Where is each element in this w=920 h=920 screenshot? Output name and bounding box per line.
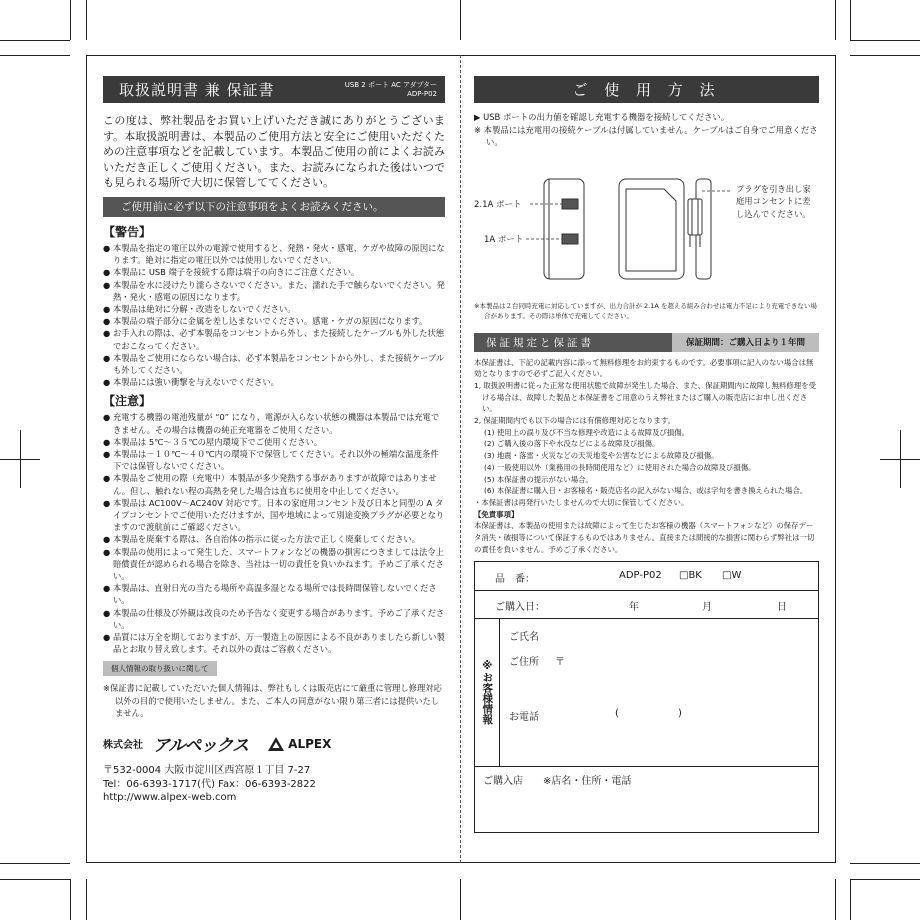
crop-mark xyxy=(0,879,70,880)
manual-title: 取扱説明書 兼 保証書 xyxy=(119,81,275,99)
store-label: ご購入店 xyxy=(483,776,523,788)
warning-heading: 【警告】 xyxy=(103,224,152,239)
company-block xyxy=(103,731,445,756)
customer-info-row xyxy=(475,618,818,767)
crop-mark xyxy=(0,55,70,56)
purchase-date-row xyxy=(475,590,818,619)
crop-mark xyxy=(850,55,920,56)
name-label: ご氏名 xyxy=(509,632,539,644)
caution-item: ● 本製品は 5℃〜３５℃の屋内環境下でご使用ください。 xyxy=(103,436,445,448)
reissue-note: ・本保証書は再発行いたしませんので大切に保管してください。 xyxy=(474,497,689,507)
year-label: 年 xyxy=(629,602,639,614)
product-type: USB 2 ポート AC アダプター xyxy=(344,80,437,89)
manual-title-bar xyxy=(103,76,445,103)
product-subtitle xyxy=(345,81,437,99)
usage-title: ご 使 用 方 法 xyxy=(572,81,721,99)
caution-item: ● 品質には万全を期しておりますが、万一製造上の原因による不良がありましたら新しい製品とお取り替え致します。それ以外の責はご容赦ください。 xyxy=(103,631,445,655)
port-label-2-1a: 2.1A ポート xyxy=(474,199,522,210)
crop-mark xyxy=(0,863,70,864)
phone-label: お電話 xyxy=(509,712,539,724)
crop-mark xyxy=(20,430,21,488)
warranty-clause: 2, 保証期間内でも以下の場合には有償修理対応となります。 xyxy=(474,416,675,426)
warning-item: ● 本製品には強い衝撃を与えないでください。 xyxy=(103,376,445,388)
warning-item: ● 本製品をご使用にならない場合は、必ず本製品をコンセントから外し、また接続ケーブルも外してください。 xyxy=(103,352,445,376)
phone-paren-close: ) xyxy=(678,708,682,720)
intro-text: この度は、弊社製品をお買い上げいただき誠にありがとうございます。本取扱説明書は、本製品のご使用方法と安全にご使用いただくための注意事項などを記載しています。本製品ご使用の前によくお読みいただき正しくご使用ください。また、お読みになられた後はいつでも見られる場所で大切に保管しててください。 xyxy=(103,114,445,190)
phone-paren-open: ( xyxy=(615,708,619,720)
company-phone: Tel：06-6393-1717(代) Fax：06-6393-2822 xyxy=(103,778,316,790)
caution-item: ● 本製品の仕様及び外観は改良のため予告なく変更する場合があります。予めご了承ください。 xyxy=(103,607,445,631)
crop-mark xyxy=(900,430,901,488)
warning-item: ● 本製品は絶対に分解・改造をしないでください。 xyxy=(103,303,445,315)
company-logo: アルペックス xyxy=(153,736,249,757)
product-model: ADP-P02 xyxy=(407,89,437,98)
crop-mark xyxy=(835,0,836,40)
crop-mark xyxy=(850,879,920,880)
color-option-bk[interactable]: □BK xyxy=(679,570,702,582)
store-note: ※店名・住所・電話 xyxy=(543,776,632,788)
warranty-condition: (1) 使用上の誤り及び不当な修理や改造による故障及び損傷。 xyxy=(484,427,689,437)
crop-mark xyxy=(460,0,461,40)
caution-heading: 【注意】 xyxy=(103,394,152,409)
usage-column xyxy=(474,76,819,833)
privacy-text: ※保証書に記載していただいた個人情報は、弊社もしくは販売店にて厳重に管理し修理対応以外の目的で使用いたしません。また、ご本人の同意がない限り第三者には提供いたしません。 xyxy=(103,683,442,718)
usage-instructions xyxy=(474,111,819,149)
caution-list xyxy=(103,411,445,655)
product-label: 品 番： xyxy=(495,574,535,586)
company-address: 〒532-0004 大阪市淀川区西宮原１丁目 7-27 xyxy=(103,765,311,777)
privacy-tag: 個人情報の取り扱いに関して xyxy=(103,661,217,676)
plug-instruction: プラグを引き出し家庭用コンセントに差し込んでください。 xyxy=(736,183,811,219)
usage-title-bar xyxy=(474,76,819,103)
brand-logo xyxy=(268,737,331,751)
address-label: ご住所 xyxy=(509,657,539,669)
crop-mark xyxy=(850,863,920,864)
usage-step: ▶ USB ポートの出力値を確認し充電する機器を接続してください。 xyxy=(474,112,730,122)
alpex-mark-icon xyxy=(268,737,284,751)
warranty-condition: (4) 一般使用以外（業務用の長時間使用など）に使用された場合の故障及び損傷。 xyxy=(484,462,756,472)
product-diagram xyxy=(474,177,819,287)
warning-item: ● 本製品に USB 端子を接続する際は端子の向きにご注意ください。 xyxy=(103,266,445,278)
warranty-condition: (2) ご購入後の落下や水没などによる故障及び損傷。 xyxy=(484,439,660,449)
caution-item: ● 本製品は－１０℃〜４０℃内の環境下で保管してください。それ以外の極端な温度条件下では保管しないでください。 xyxy=(103,448,445,472)
warranty-condition: (5) 本保証書の提示がない場合。 xyxy=(484,474,593,484)
warning-item: ● 本製品の端子部分に金属を差し込まないでください。感電・ケガの原因になります。 xyxy=(103,315,445,327)
disclaimer-text: 本保証書は、本製品の使用または故障によって生じたお客様の機器（スマートフォンなど）の保存データ消失・破損等について保証するものではありません。直接または間接的な損害に関わらず弊社は一切の責任を負いません。予めご了承ください。 xyxy=(474,521,815,554)
warranty-condition: (3) 地震・落雷・火災などの天災地変や公害などによる故障及び損傷。 xyxy=(484,451,719,461)
warranty-title: 保証規定と保証書 xyxy=(474,333,672,352)
warranty-condition: (6) 本保証書に購入日・お客様名・販売店名の記入がない場合、或は字句を書き換えられた場合。 xyxy=(484,486,808,496)
crop-mark xyxy=(0,40,70,41)
crop-mark xyxy=(70,879,71,920)
warning-item: ● お手入れの際は、必ず本製品をコンセントから外し、また接続したケーブルも外した状態でおこなってください。 xyxy=(103,327,445,351)
notice-bar: ご使用前に必ず以下の注意事項をよくお読みください。 xyxy=(103,197,445,217)
warranty-period: 保証期間：ご購入日より１年間 xyxy=(672,333,819,352)
contact-info xyxy=(103,764,445,805)
customer-info-text: ※お客様情報 xyxy=(481,660,494,725)
crop-mark xyxy=(460,879,461,920)
caution-item: ● 本製品は AC100V〜AC240V 対応です。日本の家庭用コンセント及び日本と同型の A タイプコンセントでご使用いただけますが、国や地域によって別途変換プラグが必要となりますので渡航前にご確認ください。 xyxy=(103,497,445,534)
warranty-header xyxy=(474,333,819,352)
crop-mark xyxy=(835,879,836,920)
crop-mark xyxy=(70,0,71,40)
product-value: ADP-P02 xyxy=(619,570,662,582)
fold-line xyxy=(460,55,461,863)
crop-mark xyxy=(850,879,851,920)
color-option-w[interactable]: □W xyxy=(722,570,742,582)
product-row xyxy=(475,562,818,591)
month-label: 月 xyxy=(702,602,712,614)
caution-item: ● 本製品をご使用の際（充電中）本製品が多少発熱する事がありますが故障ではありません。但し、触れない程の高熱を発した場合は直ちに使用を中止してください。 xyxy=(103,472,445,496)
crop-mark xyxy=(86,879,87,920)
company-prefix: 株式会社 xyxy=(103,740,143,752)
brand-name: ALPEX xyxy=(288,736,332,751)
caution-item: ● 本製品を廃棄する際は、各自治体の指示に従った方法で正しく廃棄してください。 xyxy=(103,533,445,545)
disclaimer-heading: 【免責事項】 xyxy=(474,509,519,519)
crop-mark xyxy=(850,40,920,41)
crop-mark xyxy=(86,0,87,40)
port-label-1a: 1A ポート xyxy=(484,234,524,245)
warranty-clause: 1, 取扱説明書に従った正常な使用状態で故障が発生した場合、また、保証期間内に故障し無料修理を受ける場合は、故障した製品と本保証書をご用意のうえ弊社またはご購入の販売店にお申し出ください。 xyxy=(474,380,816,414)
caution-item: ● 本製品は、直射日光の当たる場所や高温多湿となる場所では長時間保管しないでください。 xyxy=(103,582,445,606)
warning-list xyxy=(103,242,445,388)
postal-mark: 〒 xyxy=(555,657,565,669)
crop-mark xyxy=(850,0,851,40)
warranty-intro: 本保証書は、下記の記載内容に添って無料修理をお約束するものです。必要事項に記入のない場合は無効となりますので必ずご記入ください。 xyxy=(474,357,814,379)
warranty-form xyxy=(474,561,819,833)
caution-item: ● 本製品の使用によって発生した、スマートフォンなどの機器の損害につきましては法令上賠償責任が認められる場合を除き、当社は一切の責任を負いかねます。予めご了承ください。 xyxy=(103,546,445,583)
company-url[interactable]: http://www.alpex-web.com xyxy=(103,792,237,804)
warranty-terms xyxy=(474,357,819,556)
warning-item: ● 本製品を水に浸けたり濡らさないでください。また、濡れた手で触らないでください。発熱・発火・感電の原因になります。 xyxy=(103,279,445,303)
manual-column xyxy=(103,76,445,805)
purchase-date-label: ご購入日： xyxy=(495,602,545,614)
usb-output-note: ※本製品は２台同時充電に対応していますが、出力合計が 2.1A を超える組み合わせは電力不足により充電できない場合があります。その際は単体で充電してください。 xyxy=(474,301,817,320)
caution-item: ● 充電する機器の電池残量が “0” になり、電源が入らない状態の機器は本製品では充電できません。その場合は機器の純正充電器をご使用ください。 xyxy=(103,411,445,435)
day-label: 日 xyxy=(777,602,787,614)
usage-note: ※ 本製品には充電用の接続ケーブルは付属していません。ケーブルはご自身でご用意ください。 xyxy=(474,124,818,147)
warning-item: ● 本製品を指定の電圧以外の電源で使用すると、発熱・発火・感電、ケガや故障の原因になります。絶対に指定の電圧以外では使用しないでください。 xyxy=(103,242,445,266)
